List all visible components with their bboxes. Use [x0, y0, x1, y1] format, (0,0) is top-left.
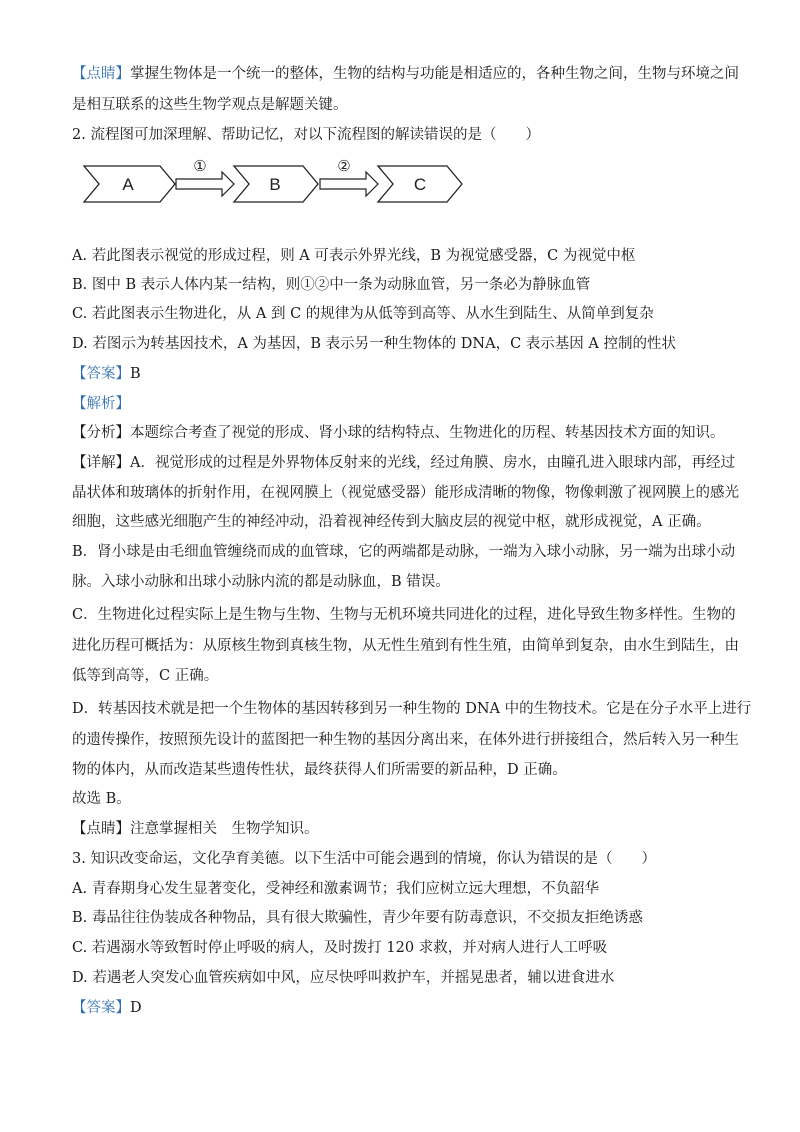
flow-box-c-label: C: [413, 175, 427, 194]
q3-option-a: A. 青春期身心发生显著变化，受神经和激素调节；我们应树立远大理想，不负韶华: [72, 881, 600, 897]
q2-option-c: C. 若此图表示生物进化，从 A 到 C 的规律为从低等到高等、从水生到陆生、从简单到复杂: [72, 306, 654, 322]
q2-xiangjie-b1: B．肾小球是由毛细血管缠绕而成的血管球，它的两端都是动脉，一端为入球小动脉，另一端为出球小动: [72, 544, 736, 560]
flow-arrow-1: [176, 172, 234, 196]
q2-xiangjie-c3: 低等到高等，C 正确。: [72, 668, 219, 684]
q2-xiangjie-a1: [72, 453, 735, 473]
dianjing-tag: 【点睛】: [72, 821, 130, 837]
q2-dianjing: [72, 819, 732, 839]
flowchart-diagram: [82, 154, 472, 214]
answer-value: D: [130, 1000, 142, 1016]
xiangjie-tag: 【详解】: [72, 455, 130, 471]
flow-box-a-label: A: [122, 175, 134, 194]
q2-analysis-tag: [72, 394, 732, 414]
flow-box-b-label: B: [269, 175, 281, 194]
analysis-tag: 【解析】: [72, 396, 130, 412]
q3-option-d: D. 若遇老人突发心血管疾病如中风，应尽快呼叫救护车，并摇晃患者，辅以进食进水: [72, 970, 615, 986]
dianjing-text: 掌握生物体是一个统一的整体，生物的结构与功能是相适应的，各种生物之间，生物与环境之间: [130, 66, 739, 82]
q2-option-a: A. 若此图表示视觉的形成过程，则 A 可表示外界光线，B 为视觉感受器，C 为视觉中枢: [72, 248, 636, 264]
q1-dianjing-line2: 是相互联系的这些生物学观点是解题关键。: [72, 97, 348, 113]
answer-tag: 【答案】: [72, 366, 130, 382]
q2-xiangjie-a2: 晶状体和玻璃体的折射作用，在视网膜上（视觉感受器）能形成清晰的物像，物像刺激了视网膜上的感光: [72, 485, 739, 501]
dianjing-text: 注意掌握相关 生物学知识。: [130, 821, 319, 837]
q2-option-b: B. 图中 B 表示人体内某一结构，则①②中一条为动脉血管，另一条必为静脉血管: [72, 277, 591, 293]
q2-answer: [72, 364, 732, 384]
dianjing-tag: 【点睛】: [72, 66, 130, 82]
flow-arrow-2: [320, 172, 378, 196]
q2-xiangjie-c2: 进化历程可概括为：从原核生物到真核生物，从无性生殖到有性生殖，由简单到复杂，由水生到陆生，由: [72, 638, 739, 654]
q2-option-d: D. 若图示为转基因技术，A 为基因，B 表示另一种生物体的 DNA，C 表示基因 A 控制的性状: [72, 336, 676, 352]
answer-tag: 【答案】: [72, 1000, 130, 1016]
q2-stem: 2. 流程图可加深理解、帮助记忆，对以下流程图的解读错误的是（ ）: [72, 127, 540, 143]
q2-fenxi: [72, 423, 732, 443]
fenxi-tag: 【分析】: [72, 425, 130, 441]
xiangjie-a1-text: A．视觉形成的过程是外界物体反射来的光线，经过角膜、房水，由瞳孔进入眼球内部，再经过: [130, 455, 735, 471]
q2-xiangjie-d1: D．转基因技术就是把一个生物体的基因转移到另一种生物的 DNA 中的生物技术。它是在分子水平上进行: [72, 701, 752, 717]
answer-value: B: [130, 366, 141, 382]
q3-stem: 3. 知识改变命运，文化孕育美德。以下生活中可能会遇到的情境，你认为错误的是（ ）: [72, 851, 656, 867]
q3-option-c: C. 若遇溺水等致暂时停止呼吸的病人，及时拨打 120 求救，并对病人进行人工呼吸: [72, 940, 608, 956]
flow-arrow-1-label: ①: [193, 157, 207, 175]
q2-xiangjie-d3: 物的体内，从而改造某些遗传性状，最终获得人们所需要的新品种，D 正确。: [72, 762, 567, 778]
q1-dianjing-line1: [72, 64, 739, 84]
q2-xiangjie-a3: 细胞，这些感光细胞产生的神经冲动，沿着视神经传到大脑皮层的视觉中枢，就形成视觉，A 正确。: [72, 514, 711, 530]
q3-answer: [72, 998, 732, 1018]
q2-xiangjie-c1: C．生物进化过程实际上是生物与生物、生物与无机环境共同进化的过程，进化导致生物多样性。生物的: [72, 607, 736, 623]
q3-option-b: B. 毒品往往伪装成各种物品，具有很大欺骗性，青少年要有防毒意识，不交损友拒绝诱惑: [72, 910, 643, 926]
flow-arrow-2-label: ②: [337, 157, 351, 175]
q2-conclusion: 故选 B。: [72, 791, 131, 807]
q2-xiangjie-d2: 的遗传操作，按照预先设计的蓝图把一种生物的基因分离出来，在体外进行拼接组合，然后转入另一种生: [72, 732, 739, 748]
fenxi-text: 本题综合考查了视觉的形成、肾小球的结构特点、生物进化的历程、转基因技术方面的知识。: [130, 425, 725, 441]
q2-xiangjie-b2: 脉。入球小动脉和出球小动脉内流的都是动脉血，B 错误。: [72, 574, 450, 590]
